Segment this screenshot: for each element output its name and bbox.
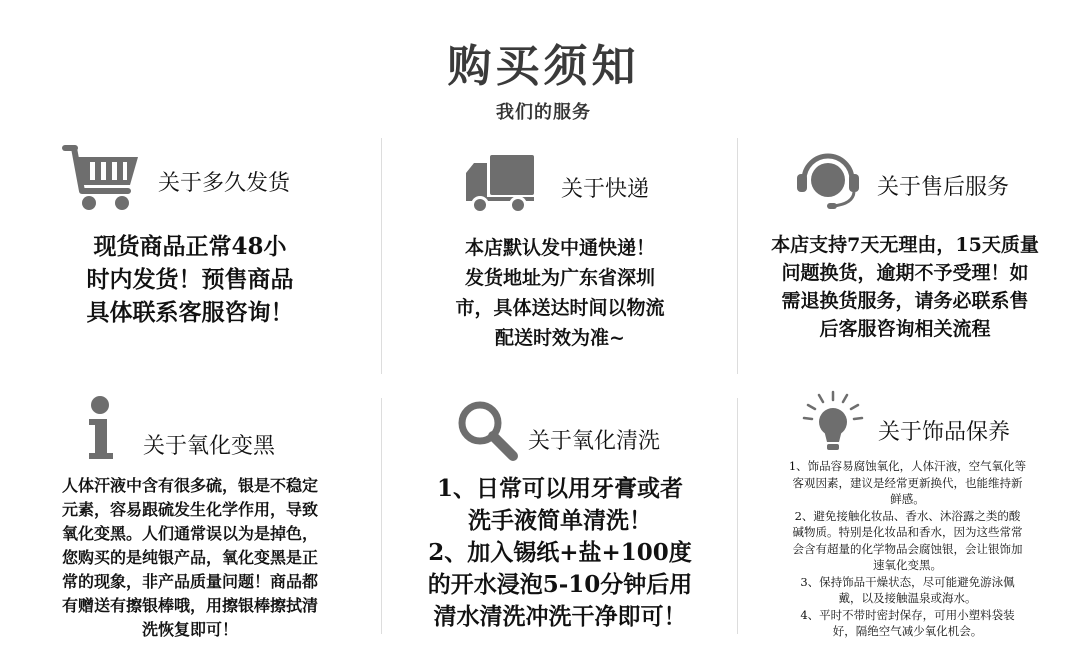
section-heading: 关于氧化清洗	[528, 429, 661, 454]
section-body: 1、饰品容易腐蚀氧化，人体汗液，空气氧化等 客观因素，建议是经常更新换代，也能维持新 鲜感。 2、避免接触化妆品、香水、沐浴露之类的酸 碱物质。特别是化妆品和香水，因为这些常常 会含有超量的化学物品会腐蚀银，会让银饰加 速氧化变黑。 3、保持饰品干燥状态，尽可能避免游泳佩 戴，以及接触温泉或海水。 4、平时不带时密封保存，可用小塑料袋装 好，隔绝空气减少氧化机会。	[788, 459, 1027, 638]
divider	[381, 138, 382, 374]
divider	[381, 398, 382, 634]
section-body: 本店默认发中通快递！ 发货地址为广东省深圳 市，具体送达时间以物流 配送时效为准~	[455, 237, 665, 349]
magnifier-icon	[455, 398, 521, 464]
page-title: 购买须知	[447, 41, 640, 92]
delivery-truck-icon	[464, 153, 536, 215]
page-subtitle: 我们的服务	[496, 102, 591, 123]
section-body: 本店支持7天无理由，15天质量 问题换货，逾期不予受理！如 需退换货服务，请务必联系售 后客服咨询相关流程	[771, 234, 1039, 340]
section-heading: 关于售后服务	[877, 175, 1010, 200]
shopping-cart-icon	[62, 143, 142, 213]
section-heading: 关于快递	[561, 177, 650, 202]
divider	[737, 138, 738, 374]
info-icon	[85, 395, 115, 461]
divider	[737, 398, 738, 634]
section-heading: 关于多久发货	[158, 171, 291, 196]
section-body: 1、日常可以用牙膏或者 洗手液简单清洗！ 2、加入锡纸+盐+100度 的开水浸泡5-10分钟后用 清水清洗冲洗干净即可！	[427, 475, 693, 630]
headset-icon	[795, 146, 861, 212]
section-body: 现货商品正常48小 时内发货！预售商品 具体联系客服咨询！	[86, 233, 294, 326]
section-heading: 关于饰品保养	[878, 420, 1011, 445]
section-body: 人体汗液中含有很多硫，银是不稳定 元素，容易跟硫发生化学作用，导致 氧化变黑。人们通常误以为是掉色， 您购买的是纯银产品，氧化变黑是正 常的现象，非产品质量问题！商品都 有赠送有擦银棒哦，用擦银棒擦拭清 洗恢复即可！	[61, 476, 318, 639]
section-heading: 关于氧化变黑	[143, 434, 276, 459]
lightbulb-icon	[802, 390, 864, 452]
